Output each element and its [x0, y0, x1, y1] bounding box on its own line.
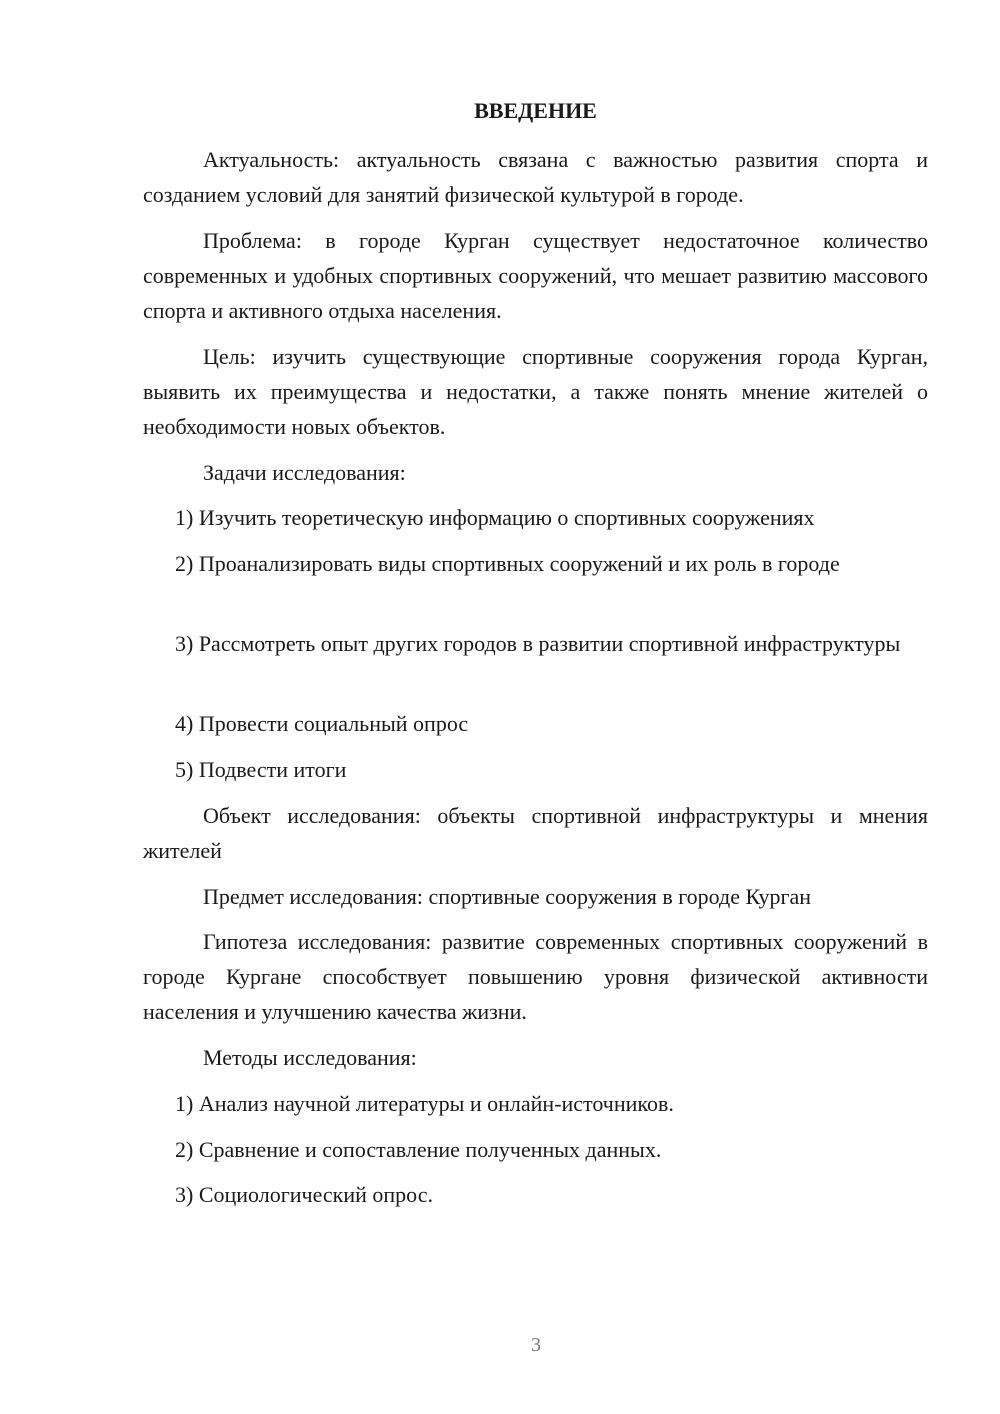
task-item: 3) Рассмотреть опыт других городов в развитии спортивной инфраструктуры — [175, 631, 901, 656]
section-heading: ВВЕДЕНИЕ — [474, 98, 597, 123]
task-item: 2) Проанализировать виды спортивных сооружений и их роль в городе — [175, 551, 840, 576]
method-item: 1) Анализ научной литературы и онлайн-источников. — [175, 1091, 674, 1116]
method-item: 2) Сравнение и сопоставление полученных данных. — [175, 1137, 662, 1162]
task-item: 5) Подвести итоги — [175, 757, 347, 782]
subject-paragraph: Предмет исследования: спортивные сооружения в городе Курган — [203, 884, 812, 909]
hypothesis-paragraph: Гипотеза исследования: развитие современных спортивных сооружений в городе Кургане способствует повышению уровня физической активности населения и улучшению качества жизни. — [143, 929, 928, 1024]
page-number: 3 — [531, 1334, 541, 1356]
relevance-paragraph: Актуальность: актуальность связана с важностью развития спорта и созданием условий для занятий физической культурой в городе. — [143, 147, 928, 207]
tasks-title: Задачи исследования: — [203, 460, 406, 485]
methods-title: Методы исследования: — [203, 1045, 417, 1070]
goal-paragraph: Цель: изучить существующие спортивные сооружения города Курган, выявить их преимущества и недостатки, а также понять мнение жителей о необходимости новых объектов. — [143, 344, 928, 439]
problem-paragraph: Проблема: в городе Курган существует недостаточное количество современных и удобных спортивных сооружений, что мешает развитию массового спорта и активного отдыха населения. — [143, 228, 928, 323]
object-paragraph: Объект исследования: объекты спортивной инфраструктуры и мнения жителей — [143, 803, 928, 863]
method-item: 3) Социологический опрос. — [175, 1182, 433, 1207]
task-item: 1) Изучить теоретическую информацию о спортивных сооружениях — [175, 505, 815, 530]
task-item: 4) Провести социальный опрос — [175, 711, 469, 736]
